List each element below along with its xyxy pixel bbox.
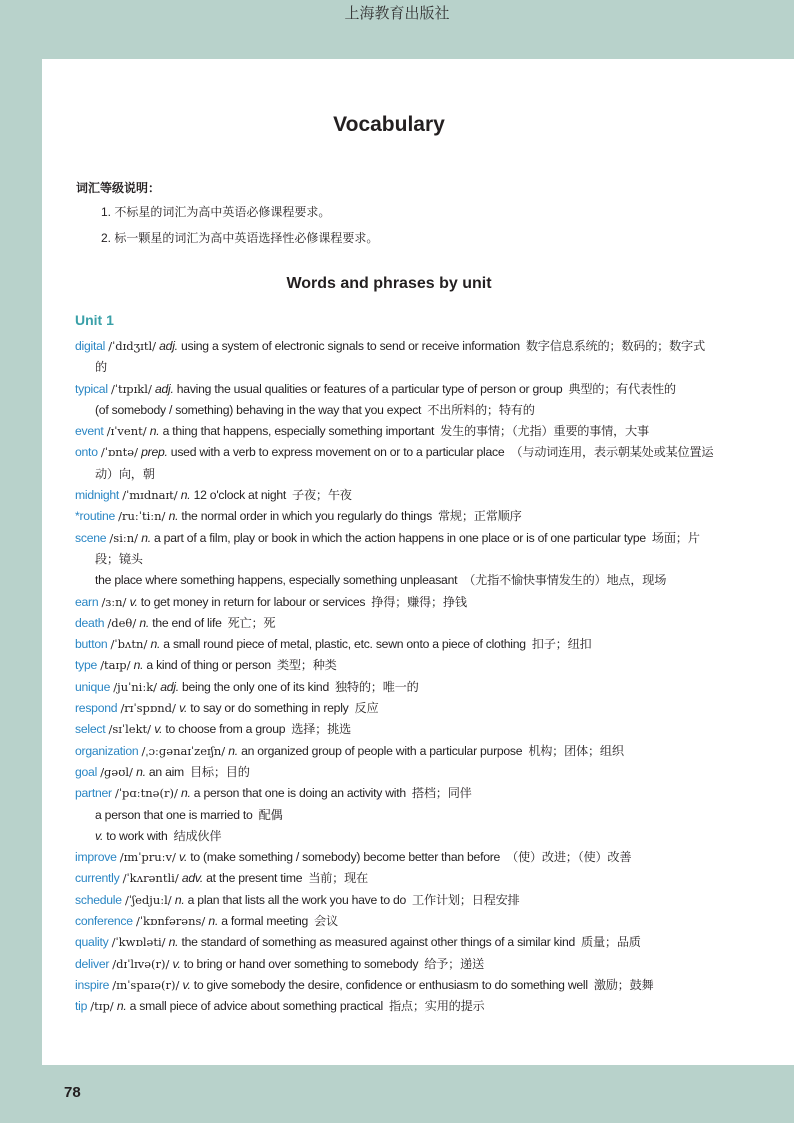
- part-of-speech: n.: [180, 488, 191, 503]
- phonetic: /dɪˈlɪvə(r)/: [112, 956, 170, 971]
- phonetic: /juˈniːk/: [113, 679, 158, 694]
- vocab-entry: [75, 613, 715, 634]
- phonetic: /ˈpɑːtnə(r)/: [115, 786, 178, 801]
- headword: quality: [75, 935, 109, 950]
- headword: currently: [75, 871, 120, 886]
- definition: (of somebody / something) behaving in the way that you expect: [95, 402, 422, 417]
- translation: 场面；片段；镜头: [95, 530, 700, 566]
- headword: midnight: [75, 488, 120, 503]
- definition: the end of life: [152, 615, 222, 630]
- translation: 挣得；赚得；挣钱: [371, 594, 467, 609]
- part-of-speech: n.: [208, 914, 219, 929]
- vocab-entry: [75, 528, 715, 571]
- vocabulary-list: [75, 336, 715, 1018]
- headword: onto: [75, 445, 98, 460]
- vocab-entry: [75, 996, 715, 1017]
- vocab-sense: [75, 805, 715, 826]
- part-of-speech: n.: [174, 892, 185, 907]
- definition: used with a verb to express movement on or to a particular place: [170, 445, 505, 460]
- vocab-entry: [75, 932, 715, 953]
- part-of-speech: adv.: [181, 871, 203, 886]
- part-of-speech: v.: [129, 594, 138, 609]
- definition: a formal meeting: [221, 914, 309, 929]
- definition: the normal order in which you regularly do things: [181, 509, 432, 524]
- section-subtitle: Words and phrases by unit: [286, 275, 492, 292]
- vocab-entry: [75, 762, 715, 783]
- phonetic: /ˈkwɒləti/: [111, 935, 166, 950]
- headword: tip: [75, 999, 88, 1014]
- headword: inspire: [75, 977, 110, 992]
- vocab-entry: [75, 442, 715, 485]
- phonetic: /rɪˈspɒnd/: [120, 701, 176, 716]
- part-of-speech: n.: [141, 530, 151, 545]
- phonetic: /siːn/: [109, 530, 139, 545]
- vocab-entry: [75, 975, 715, 996]
- part-of-speech: adj.: [154, 381, 174, 396]
- headword: improve: [75, 850, 117, 865]
- definition: having the usual qualities or features of a particular type of person or group: [176, 381, 563, 396]
- part-of-speech: adj.: [159, 339, 178, 353]
- headword: select: [75, 722, 106, 737]
- vocab-entry: [75, 847, 715, 868]
- vocab-entry: [75, 698, 715, 719]
- phonetic: /ɪˈvent/: [106, 424, 147, 439]
- note-item: 1. 不标星的词汇为高中英语必修课程要求。: [101, 205, 331, 219]
- translation: 搭档；同伴: [411, 786, 472, 801]
- vocab-entry: [75, 719, 715, 740]
- part-of-speech: n.: [116, 999, 127, 1014]
- headword: goal: [75, 764, 98, 779]
- definition: a person that one is doing an activity with: [193, 786, 406, 801]
- vocab-entry: [75, 954, 715, 975]
- phonetic: /ˈdɪdʒɪtl/: [108, 339, 157, 353]
- phonetic: /ˈmɪdnaɪt/: [122, 488, 178, 503]
- headword: conference: [75, 914, 133, 929]
- definition: to give somebody the desire, confidence or enthusiasm to do something well: [193, 977, 588, 992]
- translation: 激励；鼓舞: [593, 977, 654, 992]
- vocab-sense: [75, 570, 715, 591]
- headword: schedule: [75, 892, 122, 907]
- translation: 选择；挑选: [291, 722, 351, 737]
- translation: 机构；团体；组织: [528, 743, 624, 758]
- translation: 反应: [354, 701, 379, 716]
- part-of-speech: v.: [179, 701, 188, 716]
- definition: to bring or hand over something to somebody: [183, 956, 419, 971]
- translation: 指点；实用的提示: [388, 999, 485, 1014]
- phonetic: /ˈtɪpɪkl/: [110, 381, 152, 396]
- vocab-entry: [75, 592, 715, 613]
- part-of-speech: prep.: [141, 445, 168, 460]
- headword: event: [75, 424, 104, 439]
- vocab-entry: [75, 890, 715, 911]
- definition: 12 o'clock at night: [193, 488, 287, 503]
- translation: 结成伙伴: [173, 828, 222, 843]
- phonetic: /taɪp/: [100, 658, 131, 673]
- translation: 典型的；有代表性的: [568, 381, 676, 396]
- vocab-entry: [75, 741, 715, 762]
- headword: respond: [75, 701, 118, 716]
- publisher-header: 上海教育出版社: [344, 4, 450, 22]
- notes-heading: 词汇等级说明：: [76, 181, 161, 195]
- translation: （使）改进；（使）改善: [506, 850, 632, 865]
- translation: 扣子；纽扣: [531, 637, 592, 652]
- phonetic: /ˈɒntə/: [100, 445, 138, 460]
- phonetic: /ˈkʌrəntli/: [122, 871, 179, 886]
- part-of-speech: v.: [182, 977, 191, 992]
- part-of-speech: n.: [228, 743, 238, 758]
- translation: 配偶: [258, 807, 283, 822]
- phonetic: /ɜːn/: [101, 594, 127, 609]
- phonetic: /deθ/: [107, 615, 137, 630]
- definition: a small round piece of metal, plastic, etc. sewn onto a piece of clothing: [163, 637, 526, 652]
- definition: being the only one of its kind: [182, 679, 329, 694]
- translation: 子夜；午夜: [292, 488, 352, 503]
- definition: to (make something / somebody) become better than before: [190, 850, 501, 865]
- part-of-speech: n.: [133, 658, 144, 673]
- headword: deliver: [75, 956, 110, 971]
- vocab-entry: [75, 485, 715, 506]
- translation: 质量；品质: [581, 935, 641, 950]
- vocab-entry: [75, 911, 715, 932]
- definition: a kind of thing or person: [146, 658, 271, 673]
- translation: 死亡；死: [227, 615, 276, 630]
- definition: the standard of something as measured against other things of a similar kind: [181, 935, 576, 950]
- part-of-speech: n.: [149, 424, 160, 439]
- vocab-entry: [75, 868, 715, 889]
- translation: 发生的事情；（尤指）重要的事情，大事: [440, 424, 649, 439]
- translation: 当前；现在: [308, 871, 368, 886]
- translation: 常规；正常顺序: [438, 509, 522, 524]
- part-of-speech: n.: [136, 764, 146, 779]
- part-of-speech: v.: [172, 956, 181, 971]
- page-content: [42, 59, 794, 1065]
- translation: （与动词连用，表示朝某处或某位置运动）向，朝: [95, 445, 714, 481]
- note-item: 2. 标一颗星的词汇为高中英语选择性必修课程要求。: [101, 231, 379, 245]
- page-number: 78: [64, 1084, 81, 1101]
- headword: organization: [75, 743, 139, 758]
- headword: digital: [75, 339, 106, 353]
- headword: button: [75, 637, 108, 652]
- definition: to choose from a group: [165, 722, 286, 737]
- vocab-entry: [75, 655, 715, 676]
- definition: a person that one is married to: [95, 807, 253, 822]
- headword: typical: [75, 381, 108, 396]
- vocab-entry: [75, 783, 715, 804]
- headword: *routine: [75, 509, 116, 524]
- definition: to get money in return for labour or services: [140, 594, 366, 609]
- definition: the place where something happens, especially something unpleasant: [95, 573, 458, 588]
- part-of-speech: v.: [154, 722, 163, 737]
- definition: to work with: [106, 828, 168, 843]
- translation: 不出所料的；特有的: [427, 402, 535, 417]
- definition: a thing that happens, especially something important: [162, 424, 435, 439]
- definition: an organized group of people with a particular purpose: [241, 743, 523, 758]
- definition: at the present time: [206, 871, 303, 886]
- part-of-speech: n.: [150, 637, 161, 652]
- phonetic: /ruːˈtiːn/: [118, 509, 166, 524]
- translation: 会议: [314, 914, 338, 929]
- phonetic: /sɪˈlekt/: [108, 722, 152, 737]
- unit-heading: Unit 1: [75, 312, 114, 328]
- headword: earn: [75, 594, 99, 609]
- headword: unique: [75, 679, 111, 694]
- translation: 独特的；唯一的: [334, 679, 419, 694]
- translation: 数字信息系统的；数码的；数字式的: [95, 339, 705, 375]
- translation: 目标；目的: [189, 764, 250, 779]
- vocab-entry: [75, 634, 715, 655]
- vocab-entry: [75, 421, 715, 442]
- phonetic: /tɪp/: [90, 999, 114, 1014]
- vocab-entry: [75, 677, 715, 698]
- headword: type: [75, 658, 98, 673]
- phonetic: /ɪmˈpruːv/: [119, 850, 176, 865]
- translation: 类型；种类: [276, 658, 337, 673]
- vocab-entry: [75, 379, 715, 400]
- vocab-sense: [75, 826, 715, 847]
- definition: an aim: [148, 764, 184, 779]
- definition: to say or do something in reply: [190, 701, 349, 716]
- part-of-speech: n.: [180, 786, 191, 801]
- translation: 给予；递送: [424, 956, 484, 971]
- part-of-speech: n.: [168, 509, 179, 524]
- part-of-speech: n.: [139, 615, 150, 630]
- definition: using a system of electronic signals to send or receive information: [180, 339, 520, 353]
- definition: a part of a film, play or book in which the action happens in one place or is of one particular type: [154, 530, 646, 545]
- phonetic: /ˈkɒnfərəns/: [135, 914, 206, 929]
- phonetic: /ˈʃedjuːl/: [124, 892, 172, 907]
- phonetic: /ˌɔːɡənaɪˈzeɪʃn/: [141, 743, 226, 758]
- translation: （尤指不愉快事情发生的）地点，现场: [463, 573, 667, 588]
- definition: a small piece of advice about something practical: [129, 999, 383, 1014]
- part-of-speech: adj.: [160, 679, 179, 694]
- vocab-entry: [75, 506, 715, 527]
- vocab-entry: [75, 336, 715, 379]
- part-of-speech: n.: [168, 935, 179, 950]
- headword: death: [75, 615, 105, 630]
- headword: partner: [75, 786, 112, 801]
- phonetic: /ɡəʊl/: [100, 764, 133, 779]
- definition: a plan that lists all the work you have to do: [187, 892, 407, 907]
- translation: 工作计划；日程安排: [412, 892, 520, 907]
- phonetic: /ˈbʌtn/: [110, 637, 148, 652]
- vocab-sense: [75, 400, 715, 421]
- headword: scene: [75, 530, 107, 545]
- phonetic: /ɪnˈspaɪə(r)/: [112, 977, 180, 992]
- part-of-speech: v.: [95, 828, 104, 843]
- part-of-speech: v.: [179, 850, 188, 865]
- page-title: Vocabulary: [333, 113, 445, 136]
